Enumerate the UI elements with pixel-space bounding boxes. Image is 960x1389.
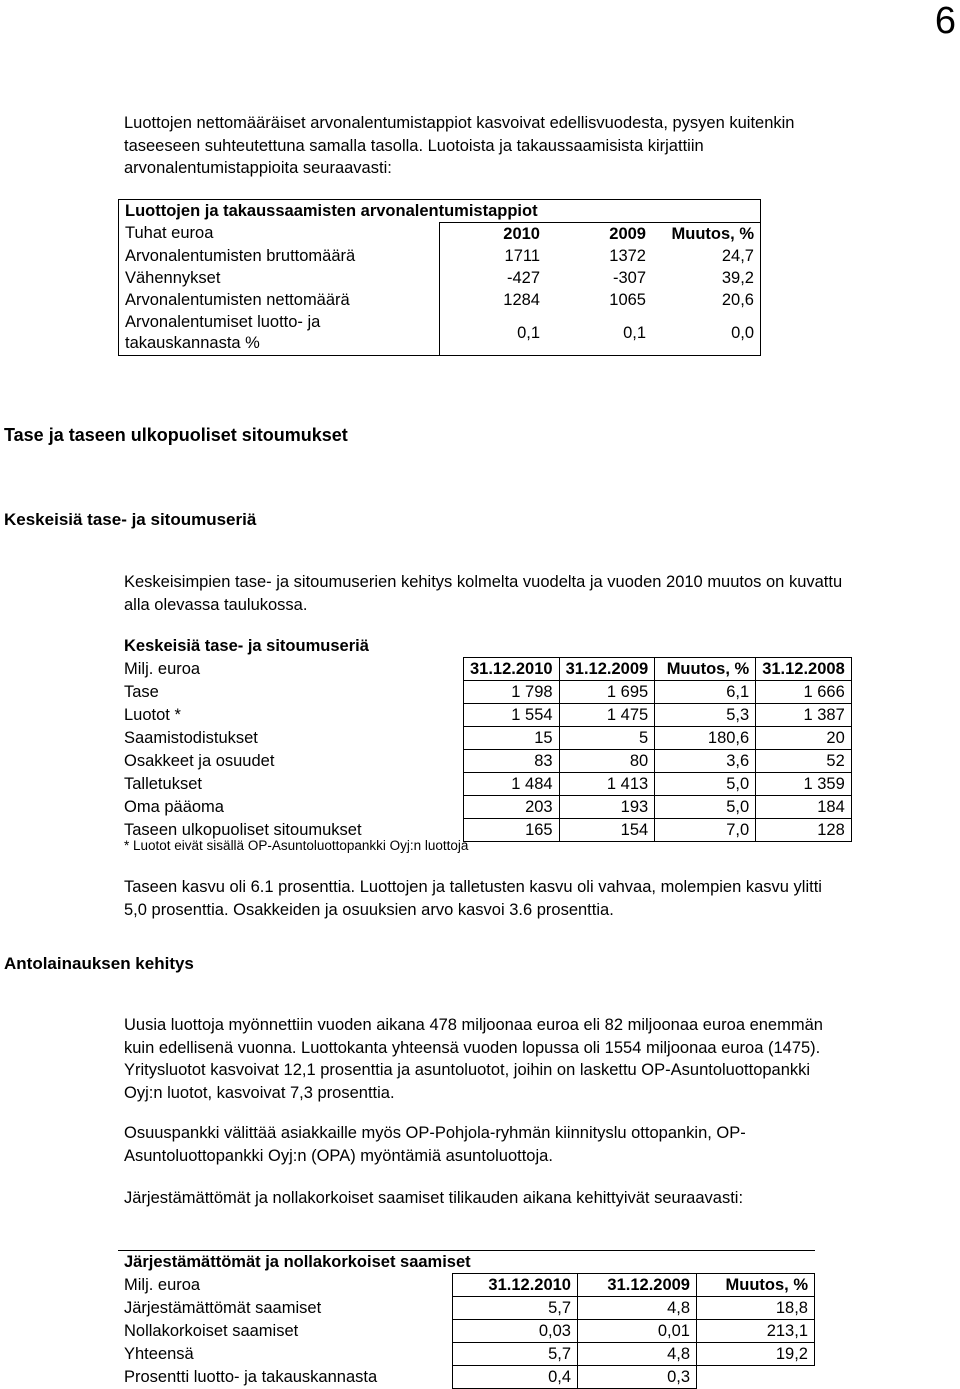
paragraph-line: alla olevassa taulukossa. [124, 595, 308, 614]
intro-paragraph [124, 112, 794, 180]
table-row [118, 1297, 815, 1320]
cell: 0,1 [546, 311, 652, 356]
cell: 1711 [440, 245, 547, 267]
cell: 3,6 [655, 750, 756, 773]
cell: 0,0 [652, 311, 761, 356]
table-row [118, 727, 851, 750]
row-label-line: Arvonalentumiset luotto- ja [125, 313, 321, 331]
cell: 15 [464, 727, 560, 750]
cell: 1 798 [464, 681, 560, 704]
unit-label: Tuhat euroa [119, 223, 440, 246]
table-row [118, 773, 851, 796]
row-label: Luotot * [124, 705, 181, 724]
cell: 0,1 [440, 311, 547, 356]
cell: 20,6 [652, 289, 761, 311]
cell: 1372 [609, 246, 646, 265]
column-header: Muutos, % [697, 1274, 815, 1297]
cell: 80 [559, 750, 655, 773]
cell: 0,4 [453, 1366, 578, 1389]
row-label: Yhteensä [124, 1344, 194, 1363]
row-label: Saamistodistukset [124, 728, 258, 747]
cell: 18,8 [697, 1297, 815, 1320]
cell: 213,1 [697, 1320, 815, 1343]
section-heading: Tase ja taseen ulkopuoliset sitoumukset [4, 425, 348, 445]
cell: 1 484 [464, 773, 560, 796]
row-label: Järjestämättömät saamiset [124, 1298, 322, 1317]
column-header: Muutos, % [652, 223, 761, 246]
cell: 1 666 [756, 681, 852, 704]
row-label: Talletukset [124, 774, 202, 793]
cell: 1 387 [756, 704, 852, 727]
table-row [118, 1366, 815, 1389]
intro-line: Luottojen nettomääräiset arvonalentumistappiot kasvoivat edellisvuodesta, pysyen kuitenkin [124, 114, 795, 132]
row-label: Oma pääoma [124, 797, 224, 816]
paragraph [124, 571, 842, 616]
cell: 5,7 [453, 1343, 578, 1366]
cell [697, 1366, 815, 1389]
cell: 1 695 [559, 681, 655, 704]
row-label: Vähennykset [119, 267, 440, 289]
table-title: Järjestämättömät ja nollakorkoiset saamiset [118, 1251, 815, 1274]
row-label: Arvonalentumisten nettomäärä [119, 289, 440, 311]
column-header: 31.12.2008 [756, 658, 852, 681]
table-row [119, 311, 761, 356]
row-label: Taseen ulkopuoliset sitoumukset [124, 820, 362, 839]
cell: 193 [559, 796, 655, 819]
unit-label: Milj. euroa [124, 659, 201, 678]
paragraph-line: Keskeisimpien tase- ja sitoumuserien kehitys kolmelta vuodelta ja vuoden 2010 muutos on kuvattu [124, 573, 843, 591]
cell: 52 [756, 750, 852, 773]
paragraph [124, 876, 822, 921]
table-row [119, 289, 761, 311]
page-number: 6 [934, 0, 956, 42]
paragraph [124, 1122, 746, 1167]
cell: 19,2 [697, 1343, 815, 1366]
cell: 1 475 [559, 704, 655, 727]
table-row [119, 245, 761, 267]
paragraph-line: Taseen kasvu oli 6.1 prosenttia. Luottojen ja talletusten kasvu oli vahvaa, molempien kasvu ylitti [124, 878, 822, 896]
column-header: 31.12.2009 [559, 658, 655, 681]
cell: 1284 [440, 289, 547, 311]
row-label-line: takauskannasta % [125, 334, 260, 352]
cell: 128 [756, 819, 852, 842]
table-row [118, 704, 851, 727]
cell: 1 554 [464, 704, 560, 727]
row-label: Prosentti luotto- ja takauskannasta [124, 1367, 378, 1386]
paragraph-line: Osuuspankki välittää asiakkaille myös OP-Pohjola-ryhmän kiinnityslu ottopankin, OP- [124, 1124, 746, 1142]
cell: 5,3 [655, 704, 756, 727]
cell: 4,8 [578, 1297, 697, 1320]
cell: 5,0 [655, 796, 756, 819]
paragraph-line: Asuntoluottopankki Oyj:n (OPA) myöntämiä asuntoluottoja. [124, 1146, 553, 1165]
cell: 154 [559, 819, 655, 842]
row-label: Osakkeet ja osuudet [124, 751, 275, 770]
table-row [118, 1343, 815, 1366]
impairment-table [118, 199, 761, 356]
subsection-heading: Antolainauksen kehitys [4, 954, 194, 973]
table-title: Luottojen ja takaussaamisten arvonalentumistappiot [119, 200, 761, 223]
cell: 83 [464, 750, 560, 773]
cell: 5,7 [453, 1297, 578, 1320]
cell: 24,7 [652, 245, 761, 267]
paragraph: Järjestämättömät ja nollakorkoiset saamiset tilikauden aikana kehittyivät seuraavasti: [124, 1189, 744, 1207]
column-header: 2009 [546, 223, 652, 246]
cell: 7,0 [655, 819, 756, 842]
table-row [118, 796, 851, 819]
cell: 20 [756, 727, 852, 750]
paragraph-line: 5,0 prosenttia. Osakkeiden ja osuuksien arvo kasvoi 3.6 prosenttia. [124, 900, 614, 919]
row-label: Arvonalentumisten bruttomäärä [119, 245, 440, 267]
cell: 39,2 [652, 267, 761, 289]
column-header: 31.12.2010 [464, 658, 560, 681]
cell: 0,01 [578, 1320, 697, 1343]
cell: 6,1 [655, 681, 756, 704]
cell: -427 [440, 267, 547, 289]
table-title: Keskeisiä tase- ja sitoumuseriä [124, 636, 369, 655]
column-header: 31.12.2009 [578, 1274, 697, 1297]
cell: 1 413 [559, 773, 655, 796]
column-header: Muutos, % [655, 658, 756, 681]
paragraph-line: Oyj:n luotot, kasvoivat 7,3 prosenttia. [124, 1083, 395, 1102]
row-label: Tase [124, 682, 159, 701]
row-label [119, 311, 440, 356]
cell: 165 [464, 819, 560, 842]
cell: 1 359 [756, 773, 852, 796]
column-header: 2010 [440, 223, 547, 246]
table-row [118, 750, 851, 773]
column-header: 31.12.2010 [453, 1274, 578, 1297]
cell: 0,03 [453, 1320, 578, 1343]
table-row [119, 267, 761, 289]
paragraph-line: Yritysluotot kasvoivat 12,1 prosenttia ja asuntoluotot, joihin on laskettu OP-Asuntoluottopankki [124, 1061, 811, 1079]
cell: 0,3 [578, 1366, 697, 1389]
subsection-heading: Keskeisiä tase- ja sitoumuseriä [4, 510, 257, 529]
cell: 4,8 [578, 1343, 697, 1366]
table-row [118, 1320, 815, 1343]
footnote: * Luotot eivät sisällä OP-Asuntoluottopankki Oyj:n luottoja [124, 838, 469, 853]
balance-table [118, 635, 852, 842]
cell: -307 [612, 268, 646, 287]
cell: 5,0 [655, 773, 756, 796]
table-row [118, 681, 851, 704]
cell: 203 [464, 796, 560, 819]
non-performing-table [118, 1250, 815, 1389]
intro-line: taseeseen suhteutettuna samalla tasolla. Luotoista ja takaussaamisista kirjattiin [124, 136, 704, 155]
paragraph-line: kuin edellisenä vuonna. Luottokanta yhteensä vuoden lopussa oli 1554 miljoonaa euroa (1475). [124, 1038, 821, 1057]
intro-line: arvonalentumistappioita seuraavasti: [124, 159, 392, 177]
cell: 184 [756, 796, 852, 819]
paragraph-line: Uusia luottoja myönnettiin vuoden aikana 478 miljoonaa euroa eli 82 miljoonaa euroa enemmän [124, 1016, 823, 1034]
cell: 5 [559, 727, 655, 750]
row-label: Nollakorkoiset saamiset [124, 1321, 299, 1340]
cell: 180,6 [655, 727, 756, 750]
cell: 1065 [609, 290, 646, 309]
paragraph [124, 1014, 823, 1104]
unit-label: Milj. euroa [124, 1275, 201, 1294]
